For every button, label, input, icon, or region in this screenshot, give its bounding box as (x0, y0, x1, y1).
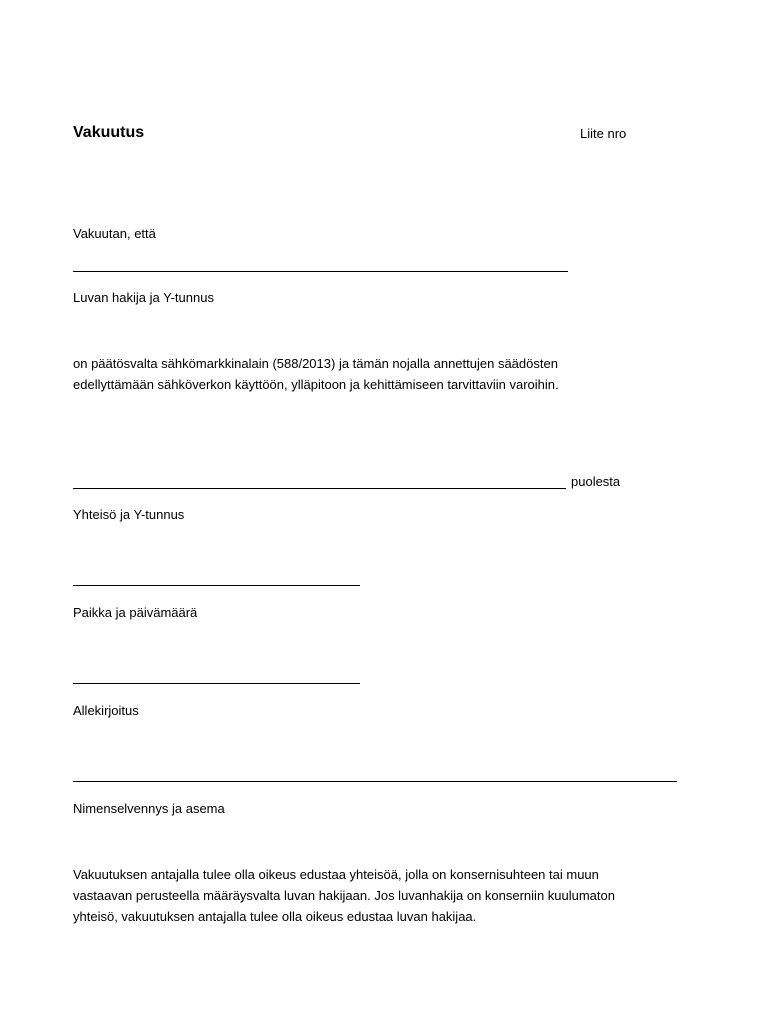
document-title: Vakuutus (73, 124, 145, 141)
on-behalf-suffix: puolesta (571, 474, 621, 489)
place-date-label: Paikka ja päivämäärä (73, 605, 198, 620)
footer-note-line-3: yhteisö, vakuutuksen antajalla tulee olla oikeus edustaa luvan hakijaa. (73, 909, 477, 924)
on-behalf-fill-line[interactable] (73, 488, 566, 489)
statement-paragraph (73, 353, 559, 395)
applicant-label: Luvan hakija ja Y-tunnus (73, 290, 214, 305)
footer-note-line-2: vastaavan perusteella määräysvalta luvan hakijaan. Jos luvanhakija on konserniin kuulumaton (73, 888, 615, 903)
intro-text: Vakuutan, että (73, 226, 156, 241)
statement-line-2: edellyttämään sähköverkon käyttöön, ylläpitoon ja kehittämiseen tarvittaviin varoihin. (73, 377, 559, 392)
footer-note (73, 864, 615, 927)
signature-label: Allekirjoitus (73, 703, 139, 718)
place-date-fill-line[interactable] (73, 585, 360, 586)
entity-label: Yhteisö ja Y-tunnus (73, 507, 185, 522)
footer-note-line-1: Vakuutuksen antajalla tulee olla oikeus edustaa yhteisöä, jolla on konsernisuhteen tai muun (73, 867, 599, 882)
attachment-number-label: Liite nro (580, 126, 627, 141)
name-position-label: Nimenselvennys ja asema (73, 801, 225, 816)
signature-fill-line[interactable] (73, 683, 360, 684)
applicant-fill-line[interactable] (73, 271, 568, 272)
statement-line-1: on päätösvalta sähkömarkkinalain (588/2013) ja tämän nojalla annettujen säädösten (73, 356, 558, 371)
name-position-fill-line[interactable] (73, 781, 677, 782)
